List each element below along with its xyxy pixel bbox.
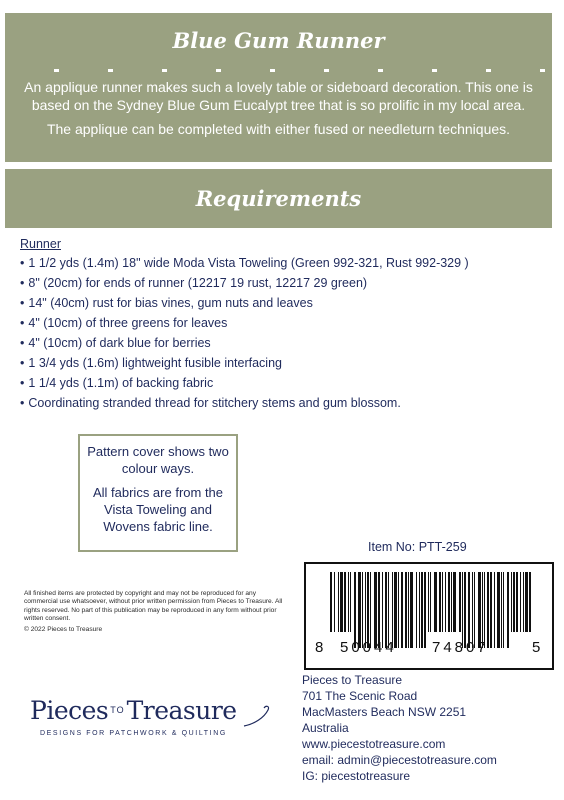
contact-details [302, 672, 497, 784]
barcode-bar [354, 572, 356, 648]
barcode-bar [398, 572, 399, 648]
requirements-band [5, 169, 552, 228]
barcode-bar [474, 572, 475, 648]
list-item: • 1 3/4 yds (1.6m) lightweight fusible interfacing [20, 355, 469, 371]
barcode-bar [507, 572, 509, 648]
barcode-bar [468, 572, 470, 648]
barcode-bar [362, 572, 363, 648]
requirements-list [20, 236, 469, 415]
barcode [304, 562, 554, 670]
intro-paragraph-1: An applique runner makes such a lovely table or sideboard decoration. This one is based on the Sydney Blue Gum Eucalypt tree that is so prolific in my local area. [24, 79, 533, 113]
barcode-bar [472, 572, 473, 648]
intro-text [17, 78, 540, 144]
barcode-bar [416, 572, 417, 648]
note-line-1: Pattern cover shows two colour ways. [87, 444, 229, 476]
barcode-digit-check: 5 [532, 639, 541, 656]
barcode-bar [424, 572, 426, 648]
barcode-bar [401, 572, 403, 648]
barcode-digit-prefix: 8 [315, 639, 324, 656]
list-item: • 1 1/4 yds (1.1m) of backing fabric [20, 375, 469, 391]
logo-word-treasure: Treasure [126, 696, 237, 725]
list-item: • 1 1/2 yds (1.4m) 18" wide Moda Vista Toweling (Green 992-321, Rust 992-329 ) [20, 255, 469, 271]
barcode-bar [385, 572, 387, 648]
list-item: • 8" (20cm) for ends of runner (12217 19 rust, 12217 29 green) [20, 275, 469, 291]
barcode-bar [408, 572, 409, 648]
list-item: • 14" (40cm) rust for bias vines, gum nuts and leaves [20, 295, 469, 311]
contact-company: Pieces to Treasure [302, 673, 403, 687]
barcode-bar [374, 572, 377, 648]
contact-street: 701 The Scenic Road [302, 689, 418, 703]
barcode-bar [378, 572, 380, 648]
barcode-bar [501, 572, 502, 648]
intro-band [5, 72, 552, 162]
item-number: Item No: PTT-259 [368, 540, 467, 554]
logo-swash-icon [242, 704, 276, 730]
copyright-notice [24, 590, 286, 634]
barcode-bar [382, 572, 383, 648]
title-band [5, 13, 552, 69]
barcode-bar [367, 572, 369, 648]
barcode-bar [482, 572, 483, 648]
contact-city: MacMasters Beach NSW 2251 [302, 705, 467, 719]
logo-word-pieces: Pieces [30, 696, 109, 725]
requirements-heading: Requirements [195, 186, 362, 211]
barcode-bar [494, 572, 495, 648]
barcode-bar [497, 572, 500, 648]
barcode-bar [405, 572, 407, 648]
page-title: Blue Gum Runner [172, 28, 385, 53]
contact-instagram[interactable]: IG: piecestotreasure [302, 769, 411, 783]
requirements-subheading: Runner [20, 237, 61, 251]
barcode-bar [462, 572, 463, 648]
logo-word-to: TO [110, 705, 125, 715]
barcode-bar [370, 572, 371, 648]
copyright-text: All finished items are protected by copyright and may not be reproduced for any commercial use whatsoever, without prior written permission from Pieces to Treasure. All rights reserved. No part of this publication may be reproduced in any form without prior written consent. [24, 590, 283, 622]
list-item: • 4" (10cm) of dark blue for berries [20, 335, 469, 351]
list-item: • Coordinating stranded thread for stitchery stems and gum blossom. [20, 395, 469, 411]
barcode-bar [503, 572, 504, 648]
barcode-bar [410, 572, 413, 648]
contact-email[interactable]: email: admin@piecestotreasure.com [302, 753, 497, 767]
note-box [78, 434, 238, 552]
barcode-bar [419, 572, 420, 648]
barcode-bar [392, 572, 393, 648]
barcode-bar [490, 572, 492, 648]
logo-tagline: DESIGNS FOR PATCHWORK & QUILTING [40, 730, 227, 737]
barcode-bar [487, 572, 489, 648]
intro-paragraph-2: The applique can be completed with either fused or needleturn techniques. [46, 121, 511, 137]
barcode-bar [464, 572, 466, 648]
barcode-graphic [306, 564, 552, 668]
barcode-bar [388, 572, 389, 648]
barcode-bar [421, 572, 423, 648]
barcode-bar [478, 572, 481, 648]
contact-country: Australia [302, 721, 349, 735]
brand-logo [30, 696, 237, 737]
barcode-digits-left: 50044 [340, 639, 397, 656]
list-item: • 4" (10cm) of three greens for leaves [20, 315, 469, 331]
barcode-digits-right: 74807 [432, 639, 489, 656]
barcode-bar [484, 572, 485, 648]
contact-website[interactable]: www.piecestotreasure.com [302, 737, 446, 751]
barcode-bar [394, 572, 397, 648]
barcode-bar [365, 572, 366, 648]
copyright-year: © 2022 Pieces to Treasure [24, 626, 103, 634]
barcode-bar [358, 572, 361, 648]
note-line-2: All fabrics are from the Vista Toweling and Wovens fabric line. [92, 485, 224, 534]
